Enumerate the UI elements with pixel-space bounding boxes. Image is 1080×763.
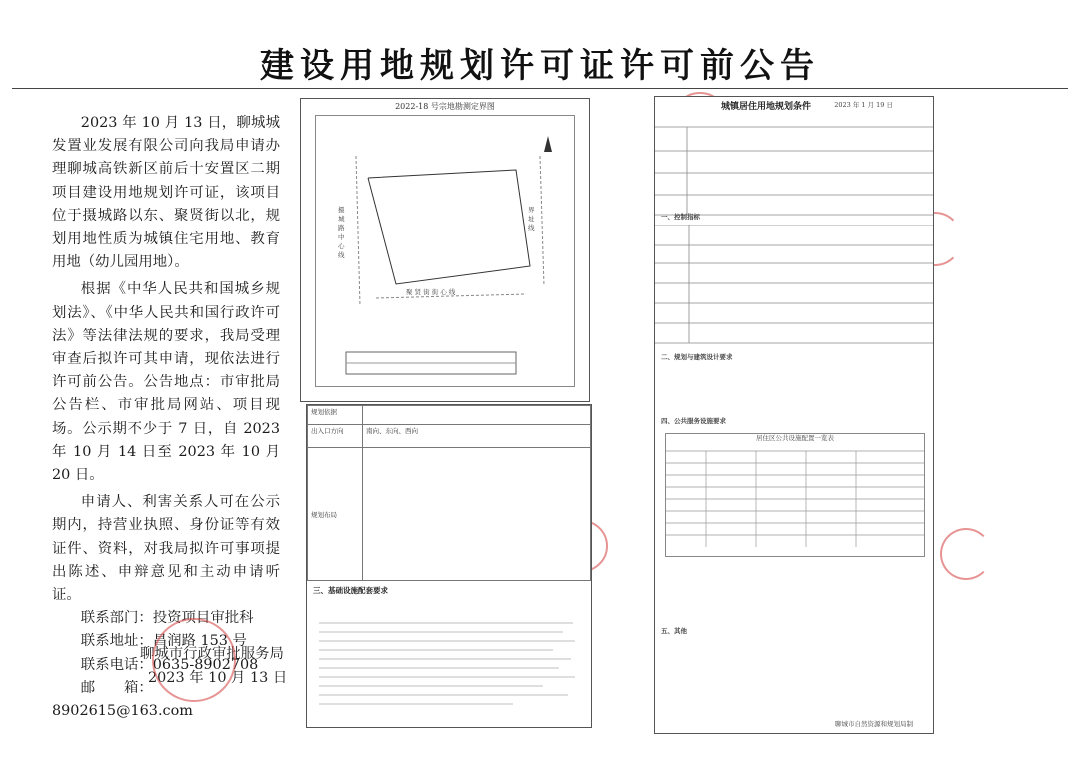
table-cell bbox=[363, 448, 591, 581]
map-frame bbox=[315, 115, 575, 387]
section-heading: 五、其他 bbox=[661, 627, 687, 635]
table-cell: 出入口方向 bbox=[308, 425, 363, 448]
section-heading: 四、公共服务设施要求 bbox=[661, 417, 726, 425]
section-heading: 一、控制指标 bbox=[661, 213, 700, 221]
land-use-conditions-panel bbox=[654, 96, 934, 734]
facilities-table-title: 居住区公共设施配置一览表 bbox=[756, 434, 834, 442]
title-divider bbox=[12, 88, 1068, 89]
issue-date: 2023 年 10 月 13 日 bbox=[148, 670, 288, 686]
section-heading: 二、规划与建筑设计要求 bbox=[661, 353, 733, 361]
conditions-header: 城镇居住用地规划条件 bbox=[721, 102, 812, 112]
contact-email[interactable]: 邮 箱：8902615@163.com bbox=[52, 679, 193, 720]
notice-paragraph-3: 申请人、利害关系人可在公示期内，持营业执照、身份证等有效证件、资料，对我局拟许可事项提出陈述、申辩意见和主动申请听证。 bbox=[52, 494, 280, 604]
control-index-table bbox=[655, 225, 933, 345]
facilities-table bbox=[665, 433, 925, 557]
map-caption: 2022-18 号宗地勘测定界图 bbox=[395, 102, 495, 111]
text-block bbox=[313, 617, 585, 721]
table-cell: 南向、东向、西向 bbox=[363, 425, 591, 448]
notice-paragraph-1: 2023 年 10 月 13 日，聊城城发置业发展有限公司向我局申请办理聊城高铁新区前后十安置区二期项目建设用地规划许可证，该项目位于摄城路以东、聚贤街以北，规划用地性质为城镇住宅用地、教育用地（幼儿园用地）。 bbox=[52, 115, 280, 271]
table-cell: 规划依据 bbox=[308, 406, 363, 425]
text-lines bbox=[313, 617, 585, 717]
notice-paragraph-2: 根据《中华人民共和国城乡规划法》、《中华人民共和国行政许可法》等法律法规的要求，我局受理审查后拟许可其申请，现依法进行许可前公告。公告地点：市审批局公告栏、市审批局网站、项目现场。公示期不少于 7 日，自 2023 年 10 月 14 日至 2023 年 10 月 20 日。 bbox=[52, 281, 280, 484]
section-heading: 三、基础设施配套要求 bbox=[313, 586, 388, 595]
contact-address: 联系地址：昌润路 153 号 bbox=[80, 633, 247, 650]
parcel-drawing bbox=[316, 116, 574, 386]
planning-requirements-panel bbox=[306, 404, 592, 728]
conditions-date: 2023 年 1 月 19 日 bbox=[834, 101, 893, 109]
conditions-footer: 聊城市自然资源和规划局制 bbox=[835, 720, 913, 728]
survey-map-panel bbox=[300, 98, 590, 402]
requirements-table bbox=[307, 405, 591, 581]
table-cell bbox=[363, 406, 591, 425]
left-road-label: 摄 城 路 中 心 线 bbox=[338, 206, 345, 259]
table-cell: 规划布局 bbox=[308, 448, 363, 581]
contact-department: 联系部门：投资项目审批科 bbox=[80, 610, 254, 627]
road-label: 聚 贤 街 街 心 线 bbox=[406, 288, 456, 296]
facilities-grid bbox=[666, 443, 924, 551]
issuer-name: 聊城市行政审批服务局 bbox=[140, 646, 284, 662]
page-title: 建设用地规划许可证许可前公告 bbox=[260, 46, 820, 86]
official-seal-stamp bbox=[152, 618, 236, 702]
contact-phone: 联系电话：0635-8902708 bbox=[80, 656, 259, 673]
right-line-label: 界 址 线 bbox=[528, 206, 535, 232]
seal-stamp bbox=[940, 528, 992, 580]
